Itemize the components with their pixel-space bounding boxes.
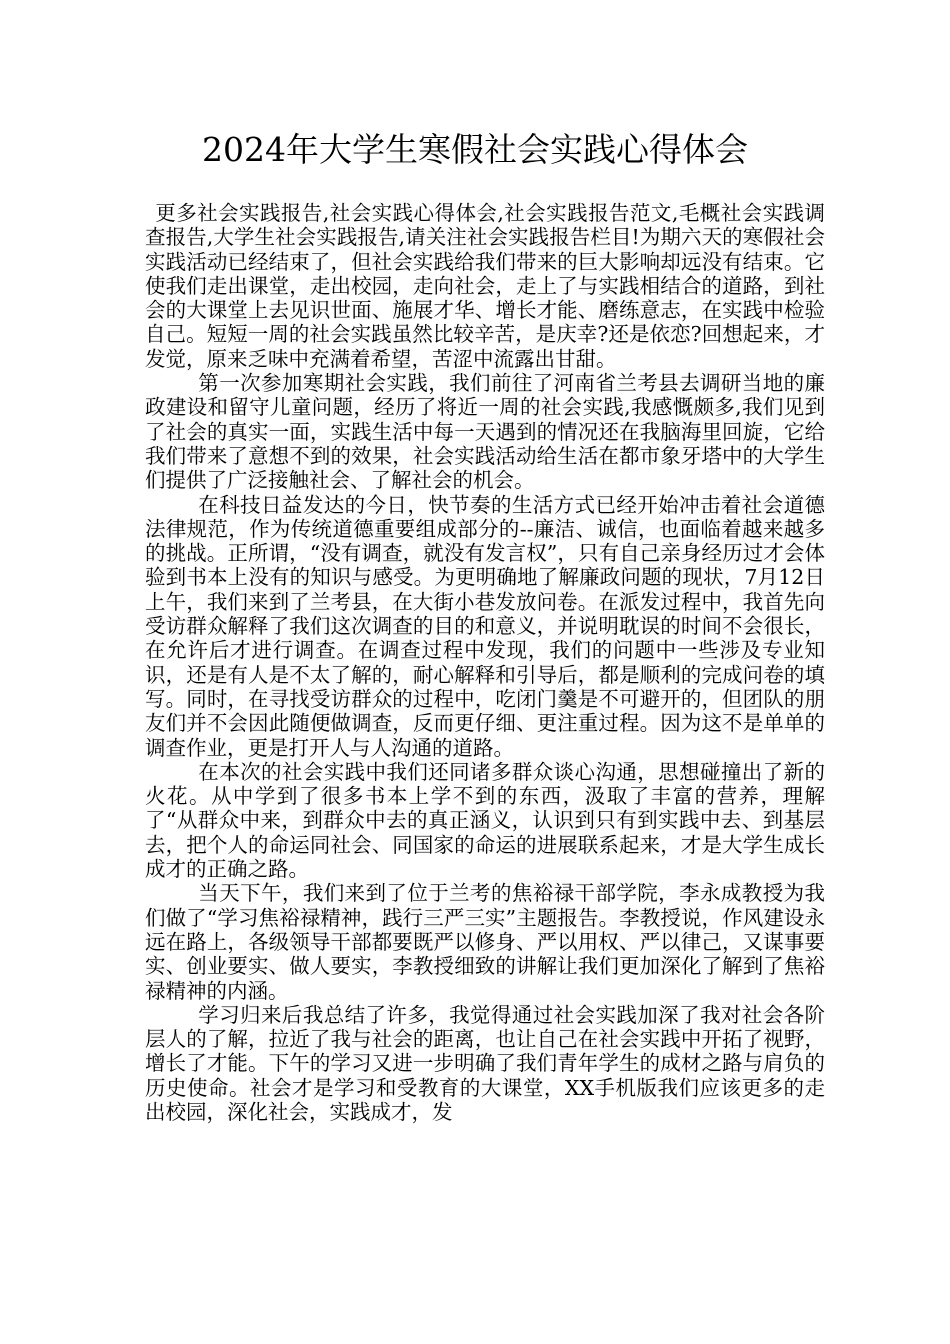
paragraph-first-practice: 第一次参加寒期社会实践，我们前往了河南省兰考县去调研当地的廉政建设和留守儿童问题，经历了将近一周的社会实践,我感慨颇多,我们见到了社会的真实一面，实践生活中每一天遇到的情况还在我脑海里回旋，它给我们带来了意想不到的效果，社会实践活动给生活在都市象牙塔中的大学生们提供了广泛接触社会、了解社会的机会。 (145, 371, 825, 493)
document-title: 2024年大学生寒假社会实践心得体会 (202, 130, 748, 169)
document-body (145, 201, 825, 1124)
paragraph-survey: 在科技日益发达的今日，快节奏的生活方式已经开始冲击着社会道德法律规范，作为传统道德重要组成部分的--廉洁、诚信，也面临着越来越多的挑战。正所谓，“没有调查，就没有发言权”，只有自己亲身经历过才会体验到书本上没有的知识与感受。为更明确地了解廉政问题的现状，7月12日上午，我们来到了兰考县，在大街小巷发放问卷。在派发过程中，我首先向受访群众解释了我们这次调查的目的和意义，并说明耽误的时间不会很长，在允许后才进行调查。在调查过程中发现，我们的问题中一些涉及专业知识，还是有人是不太了解的，耐心解释和引导后，都是顺利的完成问卷的填写。同时，在寻找受访群众的过程中，吃闭门羹是不可避开的，但团队的朋友们并不会因此随便做调查，反而更仔细、更注重过程。因为这不是单单的调查作业，更是打开人与人沟通的道路。 (145, 492, 825, 760)
paragraph-communication: 在本次的社会实践中我们还同诸多群众谈心沟通，思想碰撞出了新的火花。从中学到了很多书本上学不到的东西，汲取了丰富的营养，理解了“从群众中来，到群众中去的真正涵义，认识到只有到实践中去、到基层去，把个人的命运同社会、同国家的命运的进展联系起来，才是大学生成长成才的正确之路。 (145, 759, 825, 882)
paragraph-intro: 更多社会实践报告,社会实践心得体会,社会实践报告范文,毛概社会实践调查报告,大学生社会实践报告,请关注社会实践报告栏目!为期六天的寒假社会实践活动已经结束了，但社会实践给我们带来的巨大影响却远没有结束。它使我们走出课堂，走出校园，走向社会，走上了与实践相结合的道路，到社会的大课堂上去见识世面、施展才华、增长才能、磨练意志，在实践中检验自己。短短一周的社会实践虽然比较辛苦，是庆幸?还是依恋?回想起来，才发觉，原来乏味中充满着希望，苦涩中流露出甘甜。 (145, 201, 825, 371)
paragraph-lecture: 当天下午，我们来到了位于兰考的焦裕禄干部学院，李永成教授为我们做了“学习焦裕禄精神，践行三严三实”主题报告。李教授说，作风建设永远在路上，各级领导干部都要既严以修身、严以用权、严以律己，又谋事要实、创业要实、做人要实，李教授细致的讲解让我们更加深化了解到了焦裕禄精神的内涵。 (145, 881, 825, 1003)
paragraph-summary: 学习归来后我总结了许多，我觉得通过社会实践加深了我对社会各阶层人的了解，拉近了我与社会的距离，也让自己在社会实践中开拓了视野，增长了才能。下午的学习又进一步明确了我们青年学生的成材之路与肩负的历史使命。社会才是学习和受教育的大课堂，XX手机版我们应该更多的走出校园，深化社会，实践成才，发 (145, 1002, 825, 1124)
